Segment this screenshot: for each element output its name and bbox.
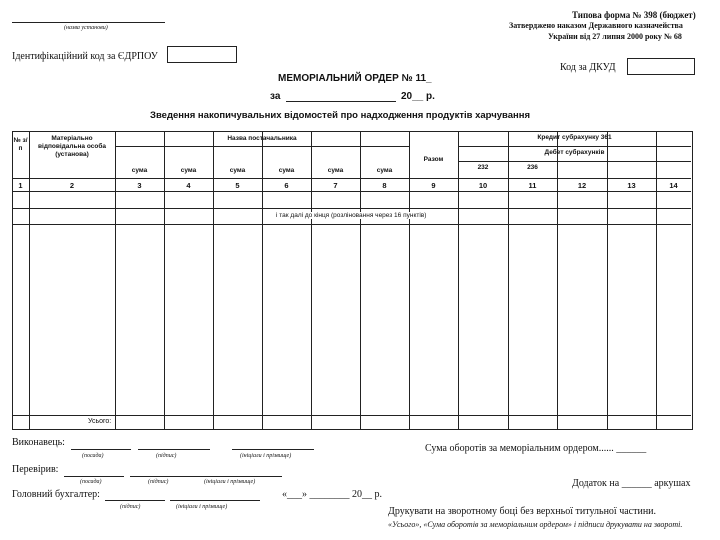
- caption-initials: (ініціали і прізвище): [176, 504, 228, 510]
- edrpou-label: Ідентифікаційний код за ЄДРПОУ: [12, 51, 158, 62]
- order-title: МЕМОРІАЛЬНИЙ ОРДЕР № 11_: [278, 73, 432, 84]
- accountant-name-line[interactable]: [170, 500, 260, 501]
- col-suppliers-header: Назва постачальника: [227, 135, 297, 142]
- column-number: 13: [627, 181, 636, 190]
- row-line: [12, 191, 691, 192]
- row-line: [458, 146, 691, 147]
- col-line: [557, 131, 558, 429]
- row-line: [12, 178, 691, 179]
- col-line: [656, 131, 657, 429]
- col-credit-header: Кредит субрахунку 361: [537, 134, 612, 141]
- col-line: [262, 131, 263, 429]
- column-number: 12: [577, 181, 587, 190]
- caption-position: (посада): [82, 453, 104, 459]
- debit-code-232: 232: [477, 164, 489, 171]
- column-number: 4: [186, 181, 191, 190]
- checker-signature-line[interactable]: [130, 476, 202, 477]
- column-number: 1: [18, 181, 23, 190]
- signing-date: «___» ________ 20__ р.: [282, 489, 382, 500]
- col-line: [164, 131, 165, 429]
- col-line: [360, 131, 361, 429]
- col-no-header: № з/п: [13, 137, 28, 152]
- col-line: [213, 131, 214, 429]
- column-number: 3: [137, 181, 142, 190]
- sum-header: сума: [180, 167, 197, 174]
- column-number: 6: [284, 181, 289, 190]
- attachment-label: Додаток на ______ аркушах: [572, 478, 691, 489]
- col-line: [115, 131, 116, 429]
- column-number: 5: [235, 181, 240, 190]
- column-number: 11: [528, 181, 537, 190]
- col-line: [29, 131, 30, 429]
- print-note-2: «Усього», «Сума оборотів за меморіальним ордером» і підписи друкувати на звороті.: [388, 520, 683, 529]
- executor-position-line[interactable]: [71, 449, 131, 450]
- checker-position-line[interactable]: [64, 476, 124, 477]
- form-line-3: України від 27 липня 2000 року № 68: [548, 32, 682, 41]
- col-debit-header: Дебет субрахунків: [544, 149, 605, 156]
- ledger-table: [12, 131, 692, 429]
- checker-name-line[interactable]: [200, 476, 282, 477]
- caption-initials: (ініціали і прізвище): [204, 479, 256, 485]
- dkud-label: Код за ДКУД: [560, 62, 616, 73]
- sum-header: сума: [278, 167, 295, 174]
- row-line: [12, 208, 691, 209]
- column-number: 14: [669, 181, 678, 190]
- row-line: [458, 161, 691, 162]
- sum-header: сума: [131, 167, 148, 174]
- col-total-header: Разом: [423, 156, 444, 163]
- col-line: [508, 131, 509, 429]
- col-person-header: Матеріально відповідальна особа (установа): [38, 135, 106, 158]
- sum-header: сума: [376, 167, 393, 174]
- dkud-field[interactable]: [627, 58, 695, 75]
- print-note-1: Друкувати на зворотному боці без верхньої титульної частини.: [388, 506, 657, 517]
- debit-code-236: 236: [527, 164, 538, 171]
- caption-signature: (підпис): [156, 453, 177, 459]
- sum-header: сума: [327, 167, 344, 174]
- col-line: [607, 131, 608, 429]
- column-number: 7: [333, 181, 338, 190]
- column-number: 8: [382, 181, 387, 190]
- date-year: 20__ р.: [401, 91, 435, 102]
- col-line: [409, 131, 410, 429]
- continuation-note: і так далі до кінця (розліновання через 16 пунктів): [276, 212, 427, 219]
- institution-line: [12, 22, 165, 23]
- column-number: 2: [69, 181, 75, 190]
- date-line: [286, 101, 396, 102]
- column-number: 9: [431, 181, 436, 190]
- form-line-1: Типова форма № 398 (бюджет): [572, 10, 696, 20]
- turnover-label: Сума оборотів за меморіальним ордером...... ______: [425, 443, 647, 454]
- form-line-2: Затверджено наказом Державного казначейства: [509, 21, 683, 30]
- row-line: [12, 224, 691, 225]
- col-line: [311, 131, 312, 429]
- executor-signature-line[interactable]: [138, 449, 210, 450]
- column-number: 10: [478, 181, 488, 190]
- row-line: [115, 146, 409, 147]
- order-subtitle: Зведення накопичувальних відомостей про надходження продуктів харчування: [150, 110, 531, 121]
- col-line: [458, 131, 459, 429]
- executed-by-label: Виконавець:: [12, 437, 65, 448]
- chief-accountant-label: Головний бухгалтер:: [12, 489, 100, 500]
- accountant-signature-line[interactable]: [105, 500, 165, 501]
- executor-name-line[interactable]: [232, 449, 314, 450]
- date-prefix: за: [270, 91, 281, 102]
- institution-caption: (назва установи): [64, 25, 108, 31]
- caption-signature: (підпис): [148, 479, 169, 485]
- total-row-label: Усього:: [88, 418, 112, 425]
- checked-by-label: Перевірив:: [12, 464, 59, 475]
- sum-header: сума: [229, 167, 246, 174]
- row-line: [12, 415, 691, 416]
- edrpou-field[interactable]: [167, 46, 237, 63]
- caption-initials: (ініціали і прізвище): [240, 453, 292, 459]
- caption-signature: (підпис): [120, 504, 141, 510]
- caption-position: (посада): [80, 479, 102, 485]
